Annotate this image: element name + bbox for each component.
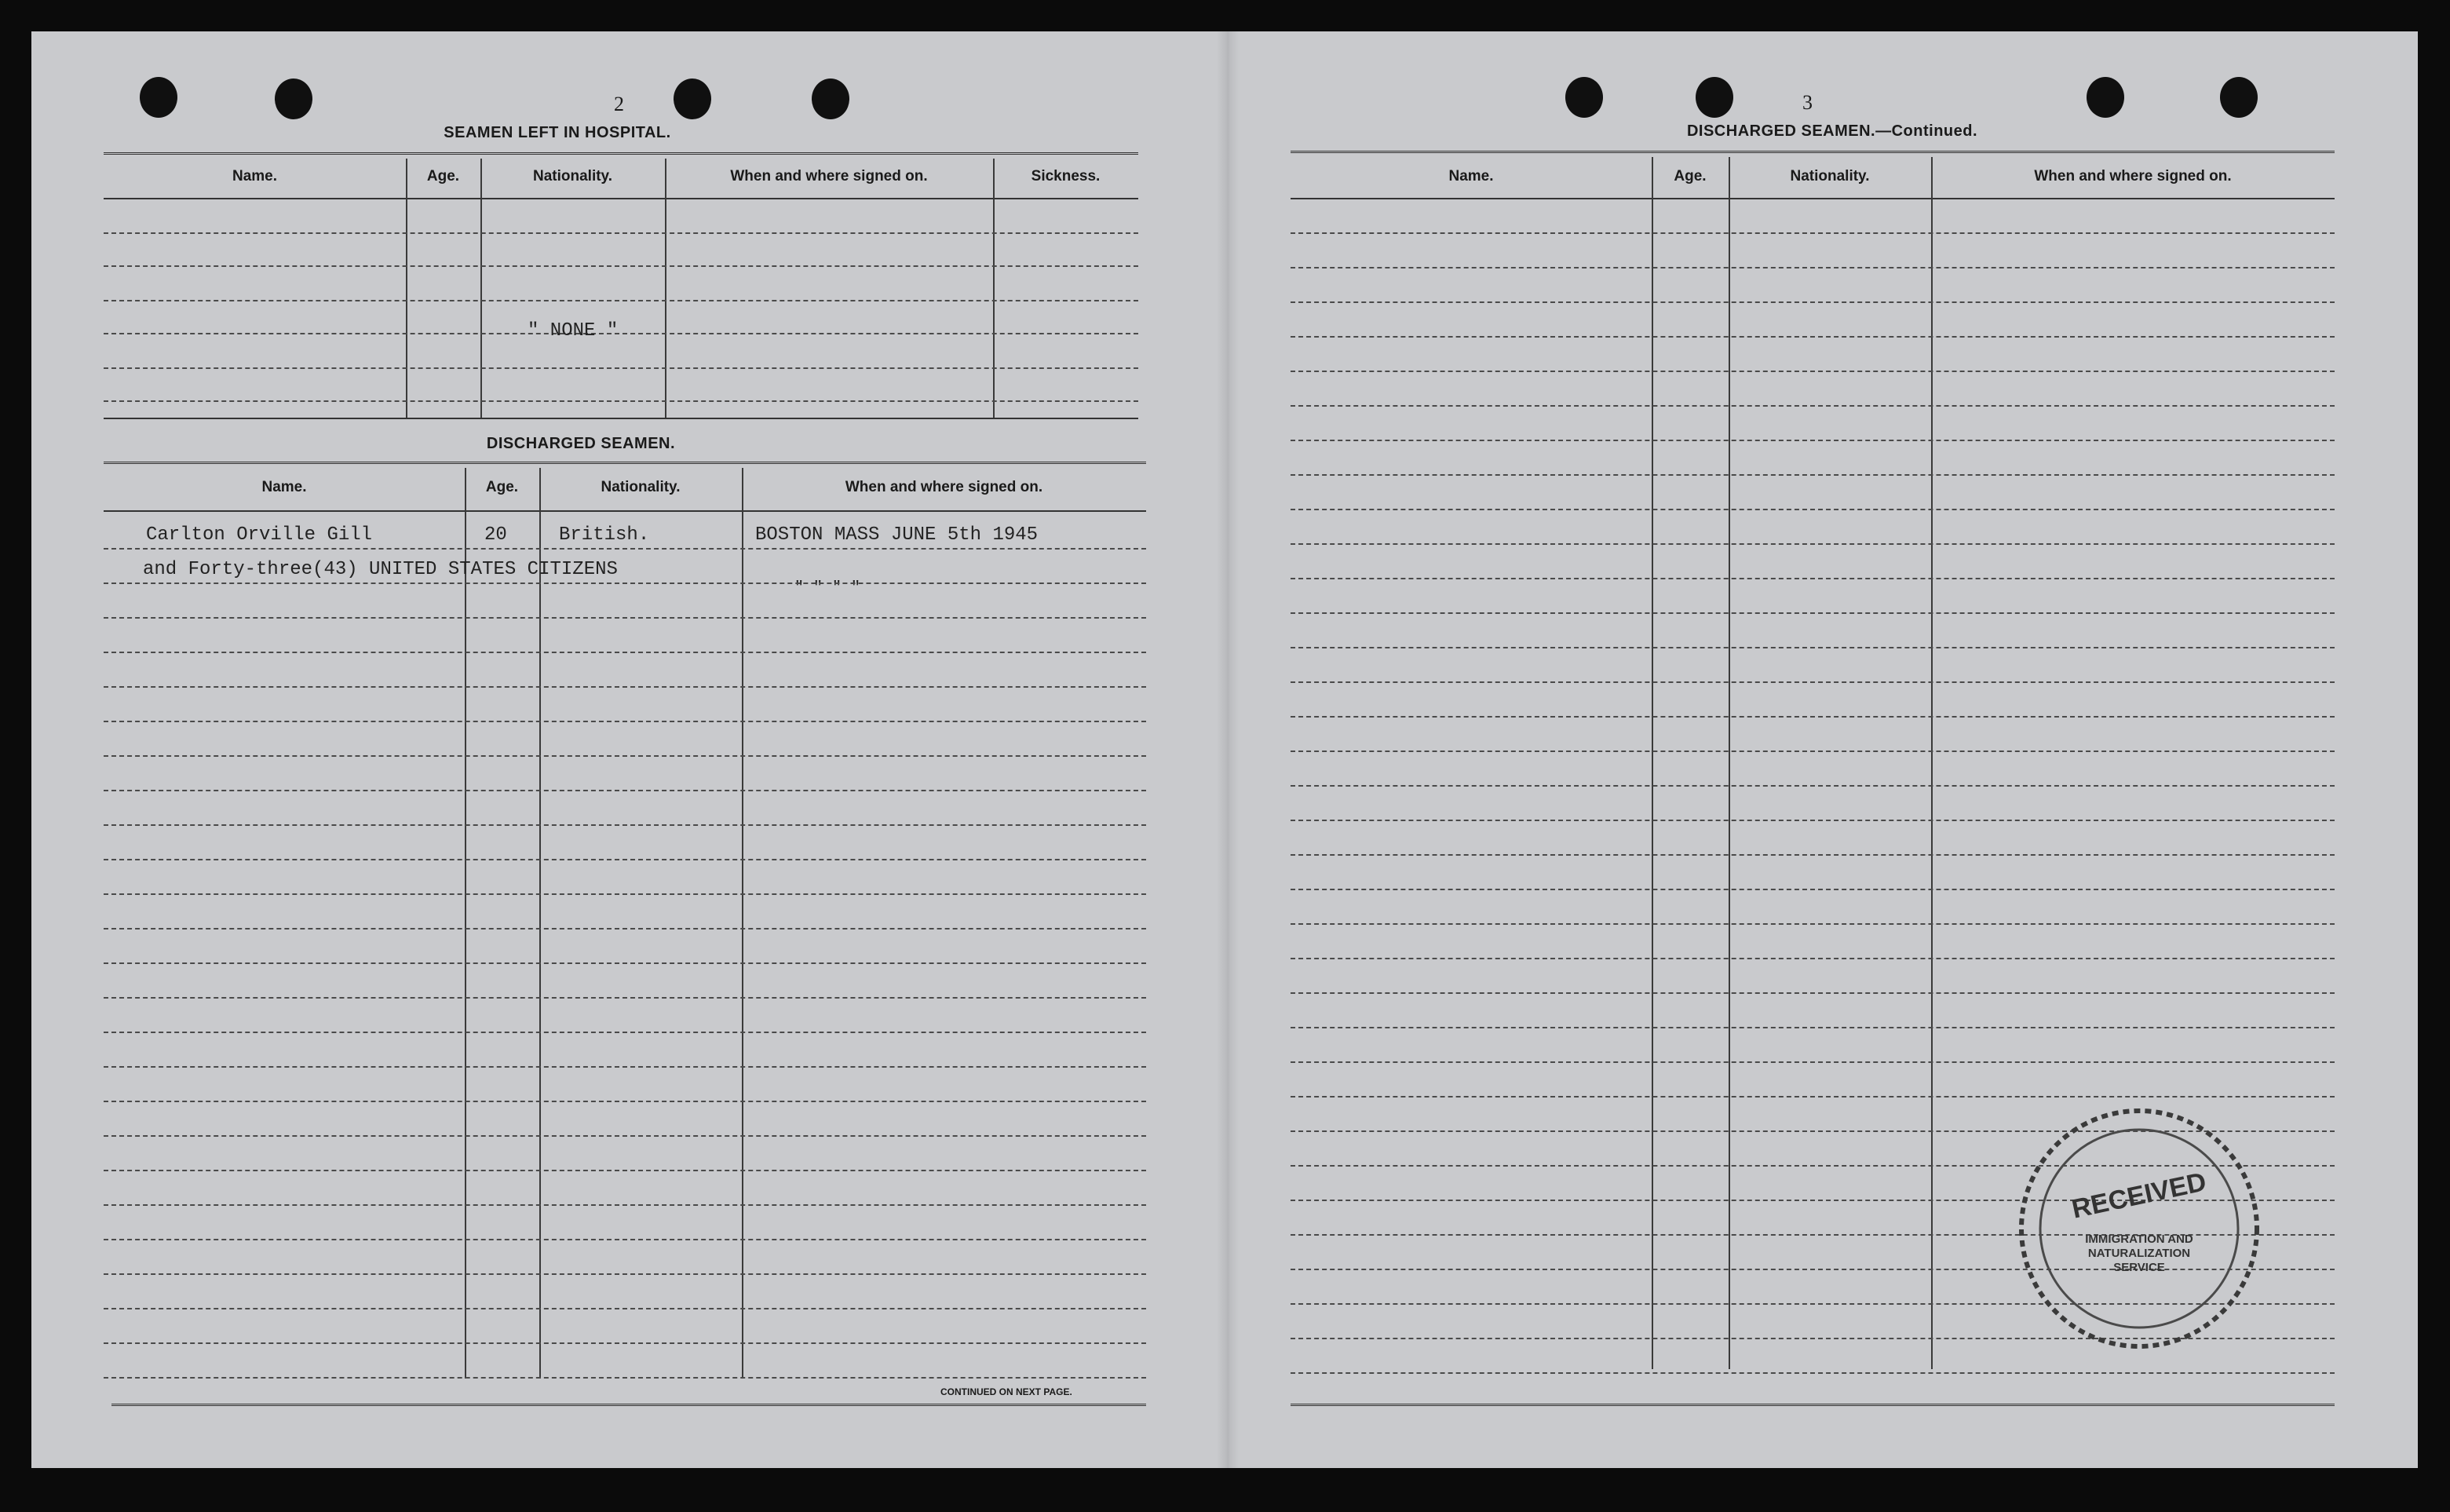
document-sheet [31, 31, 2418, 1468]
ruled-line [1291, 474, 2335, 476]
hospital-none-entry: " NONE " [528, 320, 619, 341]
col-header-sickness: Sickness. [1031, 168, 1101, 184]
table-row-name: and Forty-three(43) UNITED STATES CITIZENS [143, 559, 618, 580]
ruled-line [1291, 440, 2335, 441]
punch-hole [275, 79, 312, 119]
ruled-line [104, 928, 1146, 929]
ruled-line [1291, 923, 2335, 925]
ruled-line [104, 997, 1146, 999]
ruled-line [104, 1066, 1146, 1068]
ruled-line [104, 755, 1146, 757]
col-header-age: Age. [426, 168, 460, 184]
ruled-line [1291, 612, 2335, 614]
ruled-line [1291, 543, 2335, 545]
ruled-line [104, 824, 1146, 826]
ruled-line [104, 1204, 1146, 1206]
punch-hole [812, 79, 849, 119]
ruled-line [1291, 820, 2335, 821]
ruled-line [1291, 267, 2335, 268]
ruled-line [104, 617, 1146, 619]
ruled-line [104, 583, 1146, 584]
ruled-line [1291, 958, 2335, 959]
page-fold [1217, 31, 1239, 1468]
ruled-line [104, 721, 1146, 722]
col-header-name: Name. [1448, 168, 1494, 184]
ruled-line [104, 1342, 1146, 1344]
table-row-age: 20 [484, 524, 507, 546]
ruled-line [1291, 854, 2335, 856]
ruled-line [1291, 785, 2335, 787]
ruled-line [104, 893, 1146, 895]
ruled-line [1291, 716, 2335, 718]
table-row-name: Carlton Orville Gill [146, 524, 373, 546]
ruled-line [1291, 509, 2335, 510]
ruled-line [1291, 647, 2335, 648]
col-header-signed-on: When and where signed on. [2034, 168, 2232, 184]
right-page-number: 3 [1802, 91, 1813, 114]
ruled-line [104, 1273, 1146, 1275]
ruled-line [104, 859, 1146, 860]
ruled-line [1291, 681, 2335, 683]
hospital-table [104, 152, 1138, 454]
ruled-line [104, 548, 1146, 550]
ruled-line [1291, 301, 2335, 303]
table-row-nationality: British. [559, 524, 650, 546]
discharged-section-title: DISCHARGED SEAMEN. [486, 435, 676, 452]
ruled-line [1291, 1027, 2335, 1028]
ruled-line [104, 1377, 1146, 1379]
ruled-line [104, 962, 1146, 964]
received-stamp [2010, 1099, 2269, 1358]
left-page-number: 2 [614, 93, 624, 115]
right-section-title: DISCHARGED SEAMEN.—Continued. [1686, 122, 1978, 140]
col-header-signed-on: When and where signed on. [730, 168, 928, 184]
ruled-line [1291, 1372, 2335, 1374]
ruled-line [104, 686, 1146, 688]
ruled-line [104, 1032, 1146, 1033]
col-header-age: Age. [485, 479, 519, 495]
col-header-nationality: Nationality. [533, 168, 612, 184]
ruled-line [104, 1239, 1146, 1240]
table-row-signed-on: BOSTON MASS JUNE 5th 1945 [755, 524, 1039, 546]
ruled-line [1291, 751, 2335, 752]
col-header-nationality: Nationality. [1790, 168, 1870, 184]
punch-hole [2087, 77, 2124, 118]
ruled-line [1291, 371, 2335, 372]
ruled-line [104, 1308, 1146, 1309]
ruled-line [1291, 1061, 2335, 1063]
punch-hole [140, 77, 177, 118]
col-header-name: Name. [261, 479, 307, 495]
ruled-line [104, 652, 1146, 653]
ruled-line [1291, 232, 2335, 234]
ruled-line [1291, 578, 2335, 579]
table-row-signed-on: " " " " [794, 579, 861, 597]
continued-note: CONTINUED ON NEXT PAGE. [940, 1386, 1072, 1397]
discharged-table-left [104, 462, 1146, 1404]
stamp-service-text: IMMIGRATION AND NATURALIZATION SERVICE [2085, 1233, 2193, 1274]
ruled-line [1291, 336, 2335, 338]
hospital-section-title: SEAMEN LEFT IN HOSPITAL. [444, 124, 671, 141]
ruled-line [104, 790, 1146, 791]
col-header-age: Age. [1674, 168, 1707, 184]
punch-hole [2220, 77, 2258, 118]
ruled-line [104, 1101, 1146, 1102]
ruled-line [1291, 992, 2335, 994]
ruled-line [1291, 405, 2335, 407]
col-header-nationality: Nationality. [601, 479, 681, 495]
ruled-line [1291, 1096, 2335, 1097]
punch-hole [1696, 77, 1733, 118]
stamp-received-text: RECEIVED [2068, 1167, 2209, 1225]
punch-hole [674, 79, 711, 119]
ruled-line [104, 1135, 1146, 1137]
ruled-line [1291, 889, 2335, 890]
punch-hole [1565, 77, 1603, 118]
ruled-line [104, 1170, 1146, 1171]
col-header-name: Name. [232, 168, 278, 184]
col-header-signed-on: When and where signed on. [845, 479, 1043, 495]
